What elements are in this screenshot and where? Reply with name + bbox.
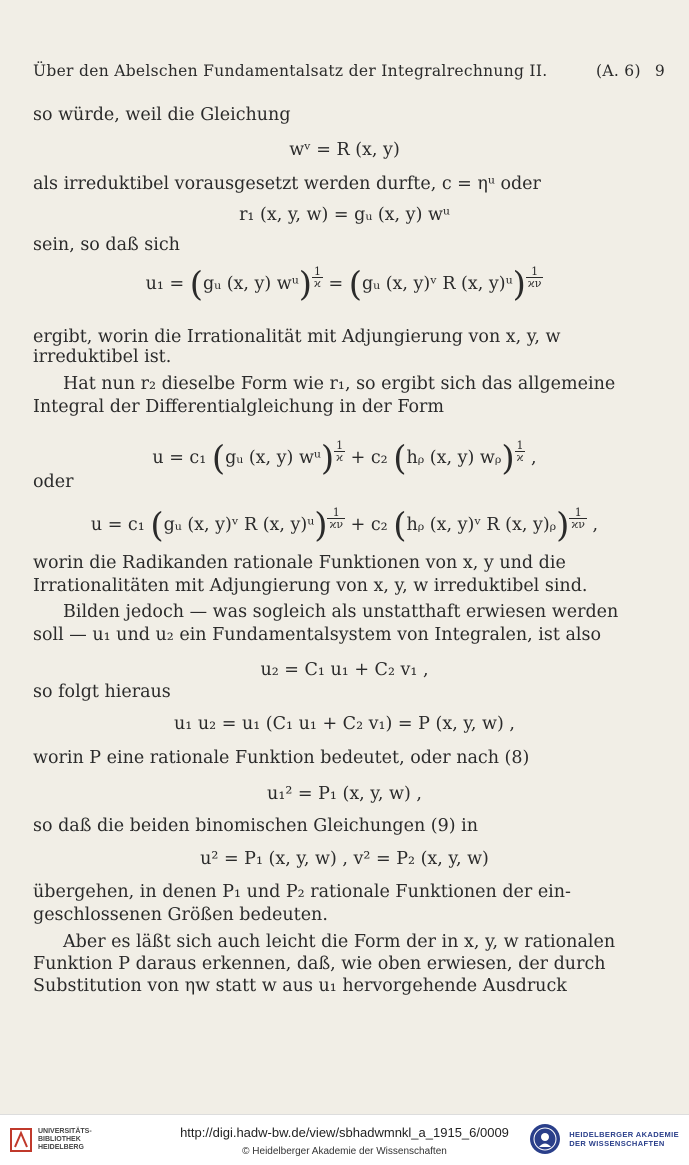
equation: u₁ u₂ = u₁ (C₁ u₁ + C₂ v₁) = P (x, y, w) , [174, 714, 515, 734]
text-line: Substitution von ηw statt w aus u₁ hervorgehende Ausdruck [33, 976, 567, 996]
text-line: Hat nun r₂ dieselbe Form wie r₁, so ergibt sich das allgemeine [63, 374, 616, 394]
equation: r₁ (x, y, w) = gᵤ (x, y) wᵘ [239, 205, 450, 225]
viewer-footer [0, 1114, 689, 1165]
equation: wᵛ = R (x, y) [289, 140, 400, 160]
copyright-notice: © Heidelberger Akademie der Wissenschaften [242, 1146, 447, 1157]
equation: u₁² = P₁ (x, y, w) , [267, 784, 422, 804]
text-line: soll — u₁ und u₂ ein Fundamentalsystem von Integralen, ist also [33, 625, 602, 645]
page-number: 9 [654, 62, 665, 80]
text-line: Integral der Differentialgleichung in der Form [33, 397, 445, 417]
text-line: als irreduktibel vorausgesetzt werden durfte, c = ηᵘ oder [33, 174, 541, 194]
university-library-logo[interactable]: UNIVERSITÄTS- BIBLIOTHEK HEIDELBERG [10, 1127, 92, 1153]
text-line: Aber es läßt sich auch leicht die Form der in x, y, w rationalen [63, 932, 616, 952]
running-header [33, 62, 665, 80]
equation-general-integral-1: u = c₁ (gᵤ (x, y) wᵘ) $\frac{1}{ϰ}$ + c₂ (hᵨ (x, y) wᵨ) $\frac{1}{ϰ}$ , [152, 438, 537, 479]
header-title: Über den Abelschen Fundamentalsatz der Integralrechnung II. [33, 62, 548, 80]
text-line: worin P eine rationale Funktion bedeutet, oder nach (8) [33, 748, 530, 768]
academy-seal-icon [529, 1123, 561, 1155]
equation: u₂ = C₁ u₁ + C₂ v₁ , [260, 660, 429, 680]
equation: u² = P₁ (x, y, w) , v² = P₂ (x, y, w) [200, 849, 489, 869]
text-line: geschlossenen Größen bedeuten. [33, 905, 328, 925]
text-line: Irrationalitäten mit Adjungierung von x, y, w irreduktibel sind. [33, 576, 588, 596]
text-line: irreduktibel ist. [33, 347, 172, 367]
header-ref: (A. 6) [596, 62, 641, 80]
text-line: so folgt hieraus [33, 682, 171, 702]
text-line: ergibt, worin die Irrationalität mit Adjungierung von x, y, w [33, 327, 561, 347]
text-line: worin die Radikanden rationale Funktionen von x, y und die [33, 553, 566, 573]
permalink-url[interactable]: http://digi.hadw-bw.de/view/sbhadwmnkl_a_1915_6/0009 [180, 1125, 509, 1140]
text-line: so daß die beiden binomischen Gleichungen (9) in [33, 816, 479, 836]
text-line: oder [33, 472, 74, 492]
equation-general-integral-2: u = c₁ (gᵤ (x, y)ᵛ R (x, y)ᵘ) $\frac{1}{ϰ\nu}$ + c₂ (hᵨ (x, y)ᵛ R (x, y)ᵨ) $\frac{1}{ϰ\nu}$ , [90, 505, 599, 546]
text-line: Bilden jedoch — was sogleich als unstatthaft erwiesen werden [63, 602, 619, 622]
text-line: sein, so daß sich [33, 235, 180, 255]
academy-logo[interactable]: HEIDELBERGER AKADEMIE DER WISSENSCHAFTEN [529, 1123, 679, 1155]
equation-u1: u₁ = (gᵤ (x, y) wᵘ) $\frac{1}{ϰ}$ = (gᵤ (x, y)ᵛ R (x, y)ᵘ) $\frac{1}{ϰ\nu}$ [145, 264, 542, 305]
text-line: übergehen, in denen P₁ und P₂ rationale Funktionen der ein- [33, 882, 571, 902]
text-line: Funktion P daraus erkennen, daß, wie oben erwiesen, der durch [33, 954, 606, 974]
text-line: so würde, weil die Gleichung [33, 105, 291, 125]
